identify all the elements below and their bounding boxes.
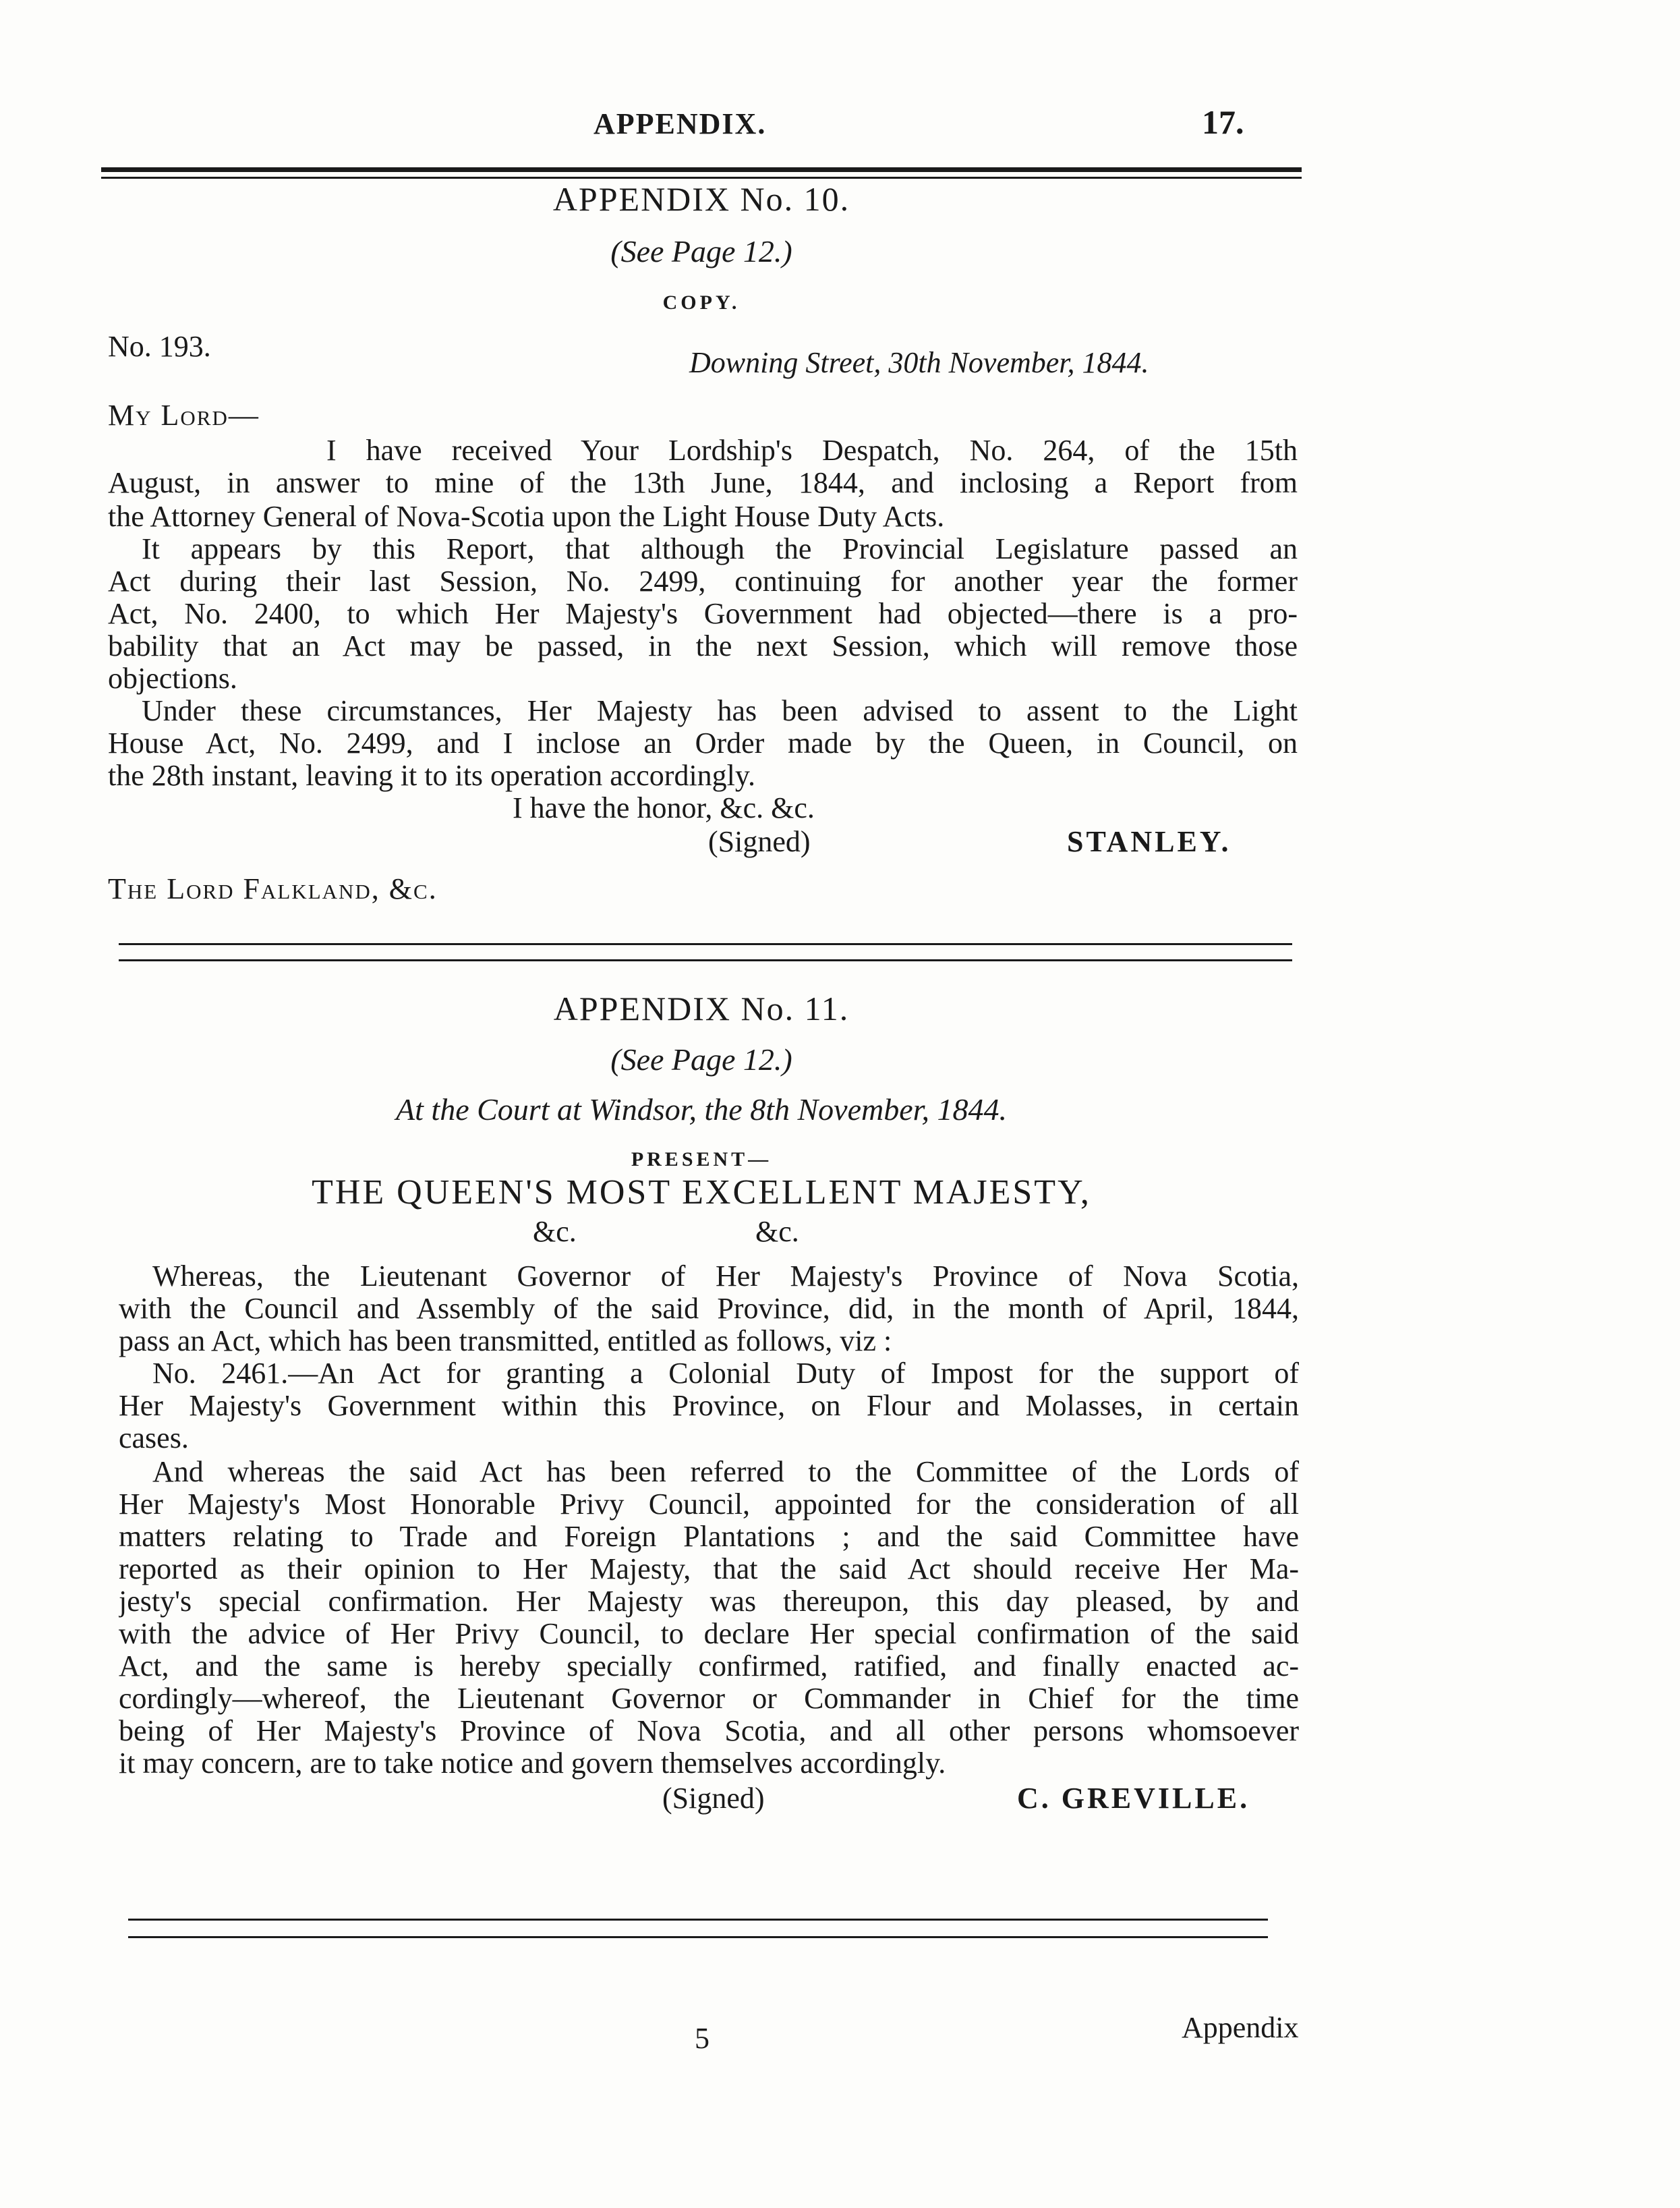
closing: I have the honor, &c. &c. — [513, 791, 815, 824]
despatch-number: No. 193. — [108, 330, 211, 363]
dateline: Downing Street, 30th November, 1844. — [689, 346, 1149, 379]
running-head: APPENDIX. — [593, 107, 767, 140]
a11-p1-l1: Whereas, the Lieutenant Governor of Her Majesty's Province of Nova Scotia, — [152, 1259, 1299, 1293]
a10-p3-l3: the 28th instant, leaving it to its operation accordingly. — [108, 759, 756, 792]
appendix-11-title: APPENDIX No. 11. — [553, 990, 850, 1027]
section-rule-top — [119, 943, 1292, 945]
catchword: Appendix — [1182, 2011, 1299, 2044]
salutation: My Lord— — [108, 399, 260, 432]
etc-right: &c. — [755, 1215, 799, 1248]
a11-p3-l7: Act, and the same is hereby specially confirmed, ratified, and finally enacted ac- — [119, 1649, 1299, 1682]
a11-signed: (Signed) — [662, 1782, 765, 1815]
signatory-greville: C. GREVILLE. — [1017, 1782, 1250, 1815]
a11-p3-l5: jesty's special confirmation. Her Majesty was thereupon, this day pleased, by and — [119, 1585, 1299, 1618]
a10-p3-l1: Under these circumstances, Her Majesty has been advised to assent to the Light — [142, 694, 1298, 727]
section-rule-bottom — [119, 959, 1292, 961]
signature-mark: 5 — [695, 2022, 709, 2055]
a11-p3-l2: Her Majesty's Most Honorable Privy Council, appointed for the consideration of all — [119, 1488, 1299, 1521]
a11-p3-l1: And whereas the said Act has been referred to the Committee of the Lords of — [152, 1455, 1299, 1488]
a10-signed: (Signed) — [708, 825, 811, 858]
etc-left: &c. — [533, 1215, 577, 1248]
end-rule-bottom — [128, 1936, 1268, 1938]
present-label: PRESENT— — [631, 1148, 772, 1170]
page-number: 17. — [1202, 103, 1244, 141]
a11-p3-l6: with the advice of Her Privy Council, to declare Her special confirmation of the said — [119, 1617, 1299, 1650]
a11-p3-l4: reported as their opinion to Her Majesty, that the said Act should receive Her Ma- — [119, 1552, 1299, 1585]
head-rule-thin — [101, 177, 1302, 179]
a10-p1-l2: August, in answer to mine of the 13th June, 1844, and inclosing a Report from — [108, 466, 1298, 499]
a11-p3-l3: matters relating to Trade and Foreign Plantations ; and the said Committee have — [119, 1520, 1299, 1553]
a10-p1-l1: I have received Your Lordship's Despatch, No. 264, of the 15th — [326, 434, 1298, 467]
addressee: The Lord Falkland, &c. — [108, 872, 438, 905]
copy-label: COPY. — [662, 291, 741, 314]
majesty-line: THE QUEEN'S MOST EXCELLENT MAJESTY, — [312, 1173, 1091, 1212]
court-line: At the Court at Windsor, the 8th November, 1844. — [396, 1092, 1007, 1127]
a10-p2-l2: Act during their last Session, No. 2499, continuing for another year the former — [108, 565, 1298, 598]
appendix-10-title: APPENDIX No. 10. — [552, 180, 850, 218]
a11-p1-l2: with the Council and Assembly of the said Province, did, in the month of April, 1844, — [119, 1292, 1299, 1325]
a11-p1-l3: pass an Act, which has been transmitted, entitled as follows, viz : — [119, 1324, 892, 1357]
signatory-stanley: STANLEY. — [1067, 825, 1232, 858]
a11-p2-l3: cases. — [119, 1421, 189, 1454]
a10-p2-l1: It appears by this Report, that although the Provincial Legislature passed an — [142, 532, 1298, 565]
end-rule-top — [128, 1919, 1268, 1921]
head-rule-thick — [101, 167, 1302, 172]
a10-p3-l2: House Act, No. 2499, and I inclose an Order made by the Queen, in Council, on — [108, 727, 1298, 760]
a11-p3-l9: being of Her Majesty's Province of Nova Scotia, and all other persons whomsoever — [119, 1714, 1299, 1747]
a10-p2-l3: Act, No. 2400, to which Her Majesty's Government had objected—there is a pro- — [108, 597, 1298, 630]
a11-p2-l2: Her Majesty's Government within this Province, on Flour and Molasses, in certain — [119, 1389, 1299, 1422]
a10-p2-l4: bability that an Act may be passed, in the next Session, which will remove those — [108, 629, 1298, 662]
appendix-10-see-page: (See Page 12.) — [610, 234, 792, 268]
a10-p1-l3: the Attorney General of Nova-Scotia upon the Light House Duty Acts. — [108, 500, 945, 533]
a11-p3-l10: it may concern, are to take notice and govern themselves accordingly. — [119, 1747, 946, 1780]
appendix-11-see-page: (See Page 12.) — [610, 1042, 792, 1077]
a10-p2-l5: objections. — [108, 662, 237, 695]
a11-p2-l1: No. 2461.—An Act for granting a Colonial Duty of Impost for the support of — [152, 1357, 1299, 1390]
a11-p3-l8: cordingly—whereof, the Lieutenant Governor or Commander in Chief for the time — [119, 1682, 1299, 1715]
